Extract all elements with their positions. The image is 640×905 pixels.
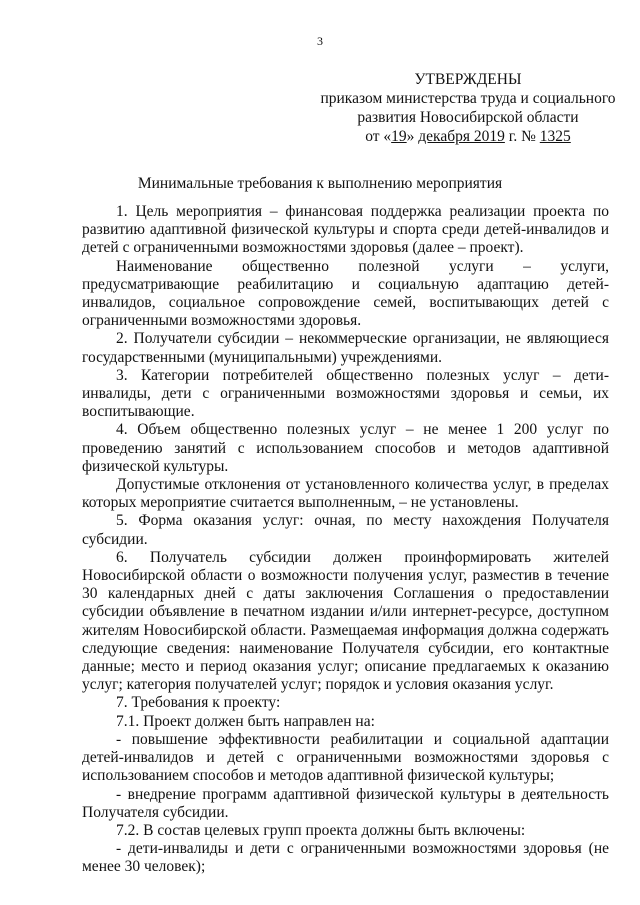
approval-date-line — [318, 127, 618, 146]
approval-block — [318, 70, 618, 146]
paragraph: - дети-инвалиды и дети с ограниченными возможностями здоровья (не менее 30 человек); — [82, 840, 609, 876]
paragraph: 6. Получатель субсидии должен проинформировать жителей Новосибирской области о возможности получения услуг, разместив в течение 30 календарных дней с даты заключения Соглашения о предоставлении субсидии объявление в печатном издании и/или интернет-ресурсе, доступном жителям Новосибирской области. Размещаемая информация должна содержать следующие сведения: наименование Получателя субсидии, его контактные данные; место и период оказания услуг; описание предлагаемых к оказанию услуг; категория получателей услуг; порядок и условия оказания услуг. — [82, 548, 609, 694]
approval-title: УТВЕРЖДЕНЫ — [414, 71, 522, 88]
page-number: 3 — [317, 34, 323, 48]
paragraph: 7.2. В состав целевых групп проекта должны быть включены: — [116, 821, 526, 839]
paragraph: 7.1. Проект должен быть направлен на: — [116, 712, 375, 730]
paragraph: 5. Форма оказания услуг: очная, по месту нахождения Получателя субсидии. — [82, 512, 609, 548]
paragraph: 2. Получатели субсидии – некоммерческие организации, не являющиеся государственными (муниципальными) учреждениями. — [82, 330, 609, 366]
approval-order-line: приказом министерства труда и социального — [320, 90, 616, 107]
approval-day: 19 — [391, 128, 407, 145]
paragraph: Наименование общественно полезной услуги – услуги, предусматривающие реабилитацию и социальную адаптацию детей-инвалидов, социальное сопровождение семей, воспитывающих детей с ограниченными возможностями здоровья. — [82, 257, 609, 330]
paragraph: - повышение эффективности реабилитации и социальной адаптации детей-инвалидов и детей с ограниченными возможностями здоровья с использованием способов и методов адаптивной физической культуры; — [82, 730, 609, 785]
paragraph: Допустимые отклонения от установленного количества услуг, в пределах которых мероприятие считается выполненным, – не установлены. — [82, 476, 609, 512]
approval-number: 1325 — [539, 128, 571, 145]
approval-month-year: декабря 2019 — [418, 128, 505, 145]
paragraph: 7. Требования к проекту: — [116, 694, 281, 712]
document-body — [82, 203, 609, 877]
paragraph: - внедрение программ адаптивной физической культуры в деятельность Получателя субсидии. — [82, 785, 609, 821]
approval-date-prefix: от « — [365, 128, 392, 145]
paragraph: 3. Категории потребителей общественно полезных услуг – дети-инвалиды, дети с ограниченными возможностями здоровья и семьи, их воспитывающие. — [82, 366, 609, 421]
document-title: Минимальные требования к выполнению мероприятия — [137, 175, 503, 192]
paragraph: 1. Цель мероприятия – финансовая поддержка реализации проекта по развитию адаптивной физической культуры и спорта среди детей-инвалидов и детей с ограниченными возможностями здоровья (далее – проект). — [82, 203, 609, 257]
approval-number-prefix: г. № — [504, 128, 540, 145]
approval-date-quote: » — [406, 128, 419, 145]
approval-ministry-line: развития Новосибирской области — [357, 109, 579, 126]
paragraph: 4. Объем общественно полезных услуг – не менее 1 200 услуг по проведению занятий с использованием способов и методов адаптивной физической культуры. — [82, 421, 609, 475]
